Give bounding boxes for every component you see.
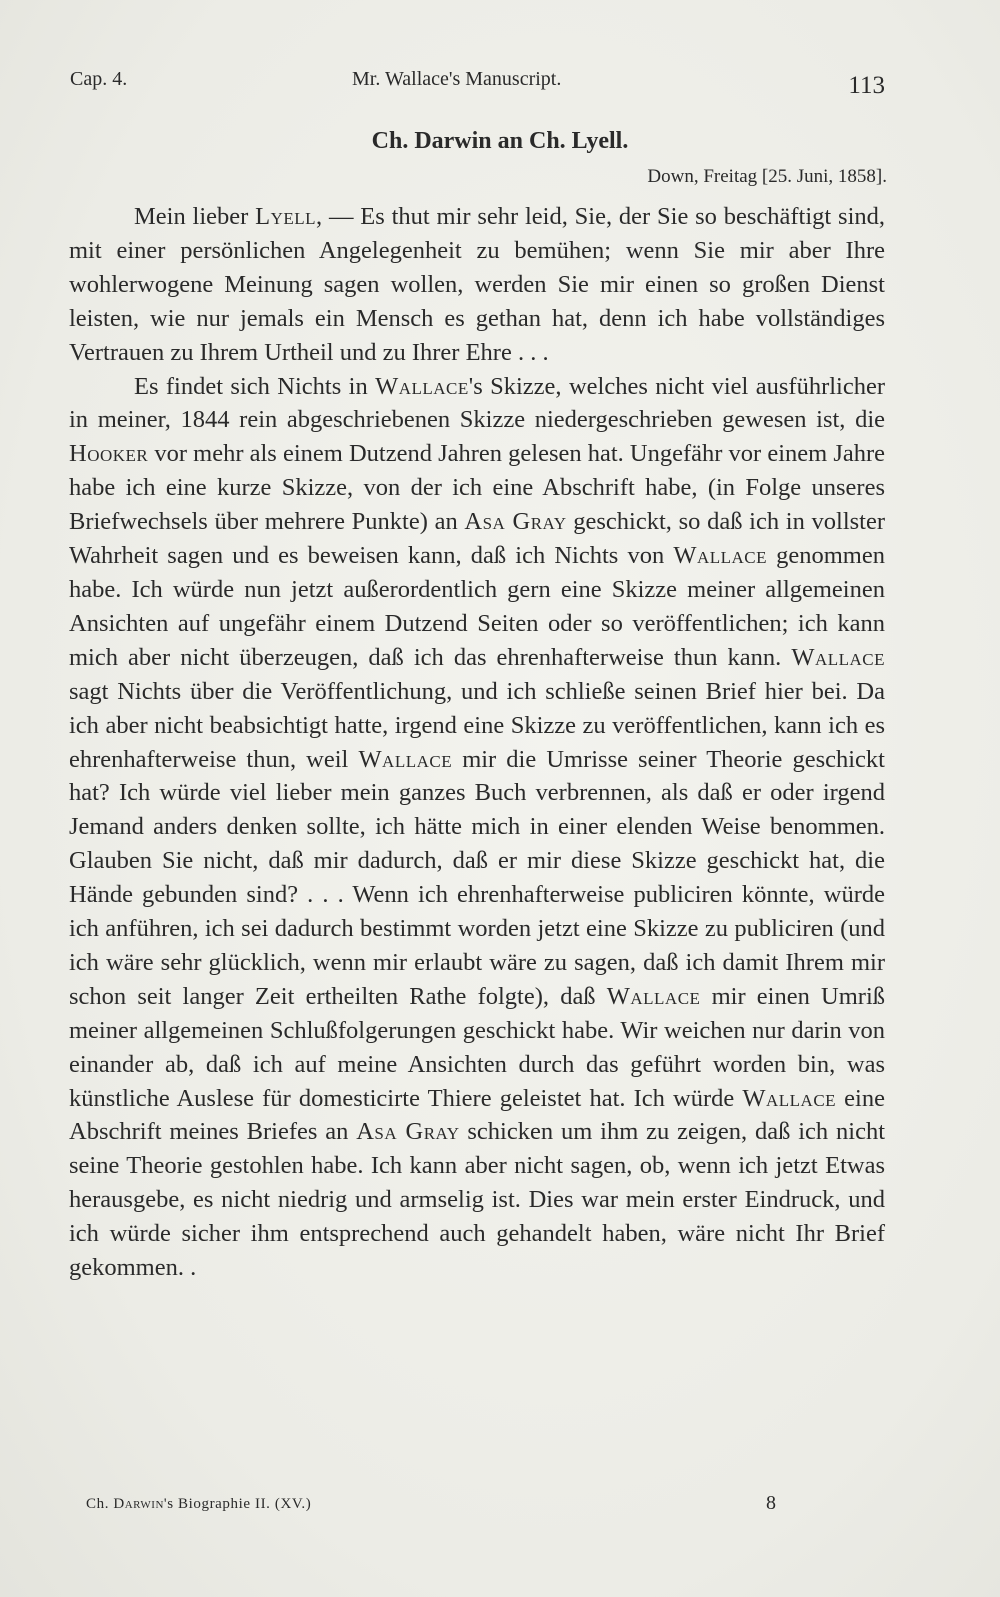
running-title: Mr. Wallace's Manuscript. [352,68,562,90]
letter-body [69,200,885,1285]
letter-title: Ch. Darwin an Ch. Lyell. [371,128,629,154]
paragraph-1: Mein lieber Lyell, — Es thut mir sehr leid, Sie, der Sie so beschäftigt sind, mit einer persönlichen Angelegenheit zu bemühen; wenn Sie mir aber Ihre wohlerwogene Meinung sagen wollen, werden Sie mir einen so großen Dienst leisten, wie nur jemals ein Mensch es gethan hat, denn ich habe vollständiges Vertrauen zu Ihrem Urtheil und zu Ihrer Ehre . . . [69,203,885,366]
name-wallace: Wallace [791,643,885,671]
name-asa-gray: Asa Gray [356,1118,460,1146]
signature-mark: 8 [766,1492,776,1514]
chapter-label: Cap. 4. [70,68,128,90]
page-number: 113 [848,72,885,99]
name-wallace: Wallace [673,542,767,570]
running-header [70,64,885,99]
name-hooker: Hooker [69,440,149,468]
name-asa-gray: Asa Gray [464,508,567,536]
name-wallace: Wallace [742,1084,837,1112]
name-wallace: Wallace [358,745,453,773]
paragraph-2: Es findet sich Nichts in Wallace's Skizze, welches nicht viel ausführlicher in meiner, 1844 rein abgeschriebenen Skizze niedergeschrieben gewesen ist, die Hooker vor mehr als einem Dutzend Jahren gelesen hat. Ungefähr vor einem Jahre habe ich eine kurze Skizze, von der ich eine Abschrift habe, (in Folge unseres Briefwechsels über mehrere Punkte) an Asa Gray geschickt, so daß ich in vollster Wahrheit sagen und es beweisen kann, daß ich Nichts von Wallace genommen habe. Ich würde nun jetzt außerordentlich gern eine Skizze meiner allgemeinen Ansichten auf ungefähr einem Dutzend Seiten oder so veröffentlichen; ich kann mich aber nicht überzeugen, daß ich das ehrenhafterweise thun kann. Wallace sagt Nichts über die Veröffentlichung, und ich schließe seinen Brief hier bei. Da ich aber nicht beabsichtigt hatte, irgend eine Skizze zu veröffentlichen, kann ich es ehrenhafterweise thun, weil Wallace mir die Umrisse seiner Theorie geschickt hat? Ich würde viel lieber mein ganzes Buch verbrennen, als daß er oder irgend Jemand anders denken sollte, ich hätte mich in einer elenden Weise benommen. Glauben Sie nicht, daß mir dadurch, daß er mir diese Skizze geschickt hat, die Hände gebunden sind? . . . Wenn ich ehrenhafterweise publiciren könnte, würde ich anführen, ich sei dadurch bestimmt worden jetzt eine Skizze zu publiciren (und ich wäre sehr glücklich, wenn mir erlaubt wäre zu sagen, daß ich damit Ihrem mir schon seit langer Zeit ertheilten Rathe folgte), daß Wallace mir einen Umriß meiner allgemeinen Schlußfolgerungen geschickt habe. Wir weichen nur darin von einander ab, daß ich auf meine Ansichten durch das geführt worden bin, was künstliche Auslese für domesticirte Thiere geleistet hat. Ich würde Wallace eine Abschrift meines Briefes an Asa Gray schicken um ihm zu zeigen, daß ich nicht seine Theorie gestohlen habe. Ich kann aber nicht sagen, ob, wenn ich jetzt Etwas herausgebe, es nicht niedrig und armselig ist. Dies war mein erster Eindruck, und ich würde sicher ihm entsprechend auch gehandelt haben, wäre nicht Ihr Brief gekommen. . [69,372,886,1282]
book-signature-line: Ch. Darwin's Biographie II. (XV.) [86,1496,312,1512]
page-footer [86,1492,786,1522]
letter-dateline: Down, Freitag [25. Juni, 1858]. [647,166,887,187]
name-wallace: Wallace [375,372,469,400]
name-wallace: Wallace [606,982,701,1010]
name-lyell: Lyell [255,203,317,230]
